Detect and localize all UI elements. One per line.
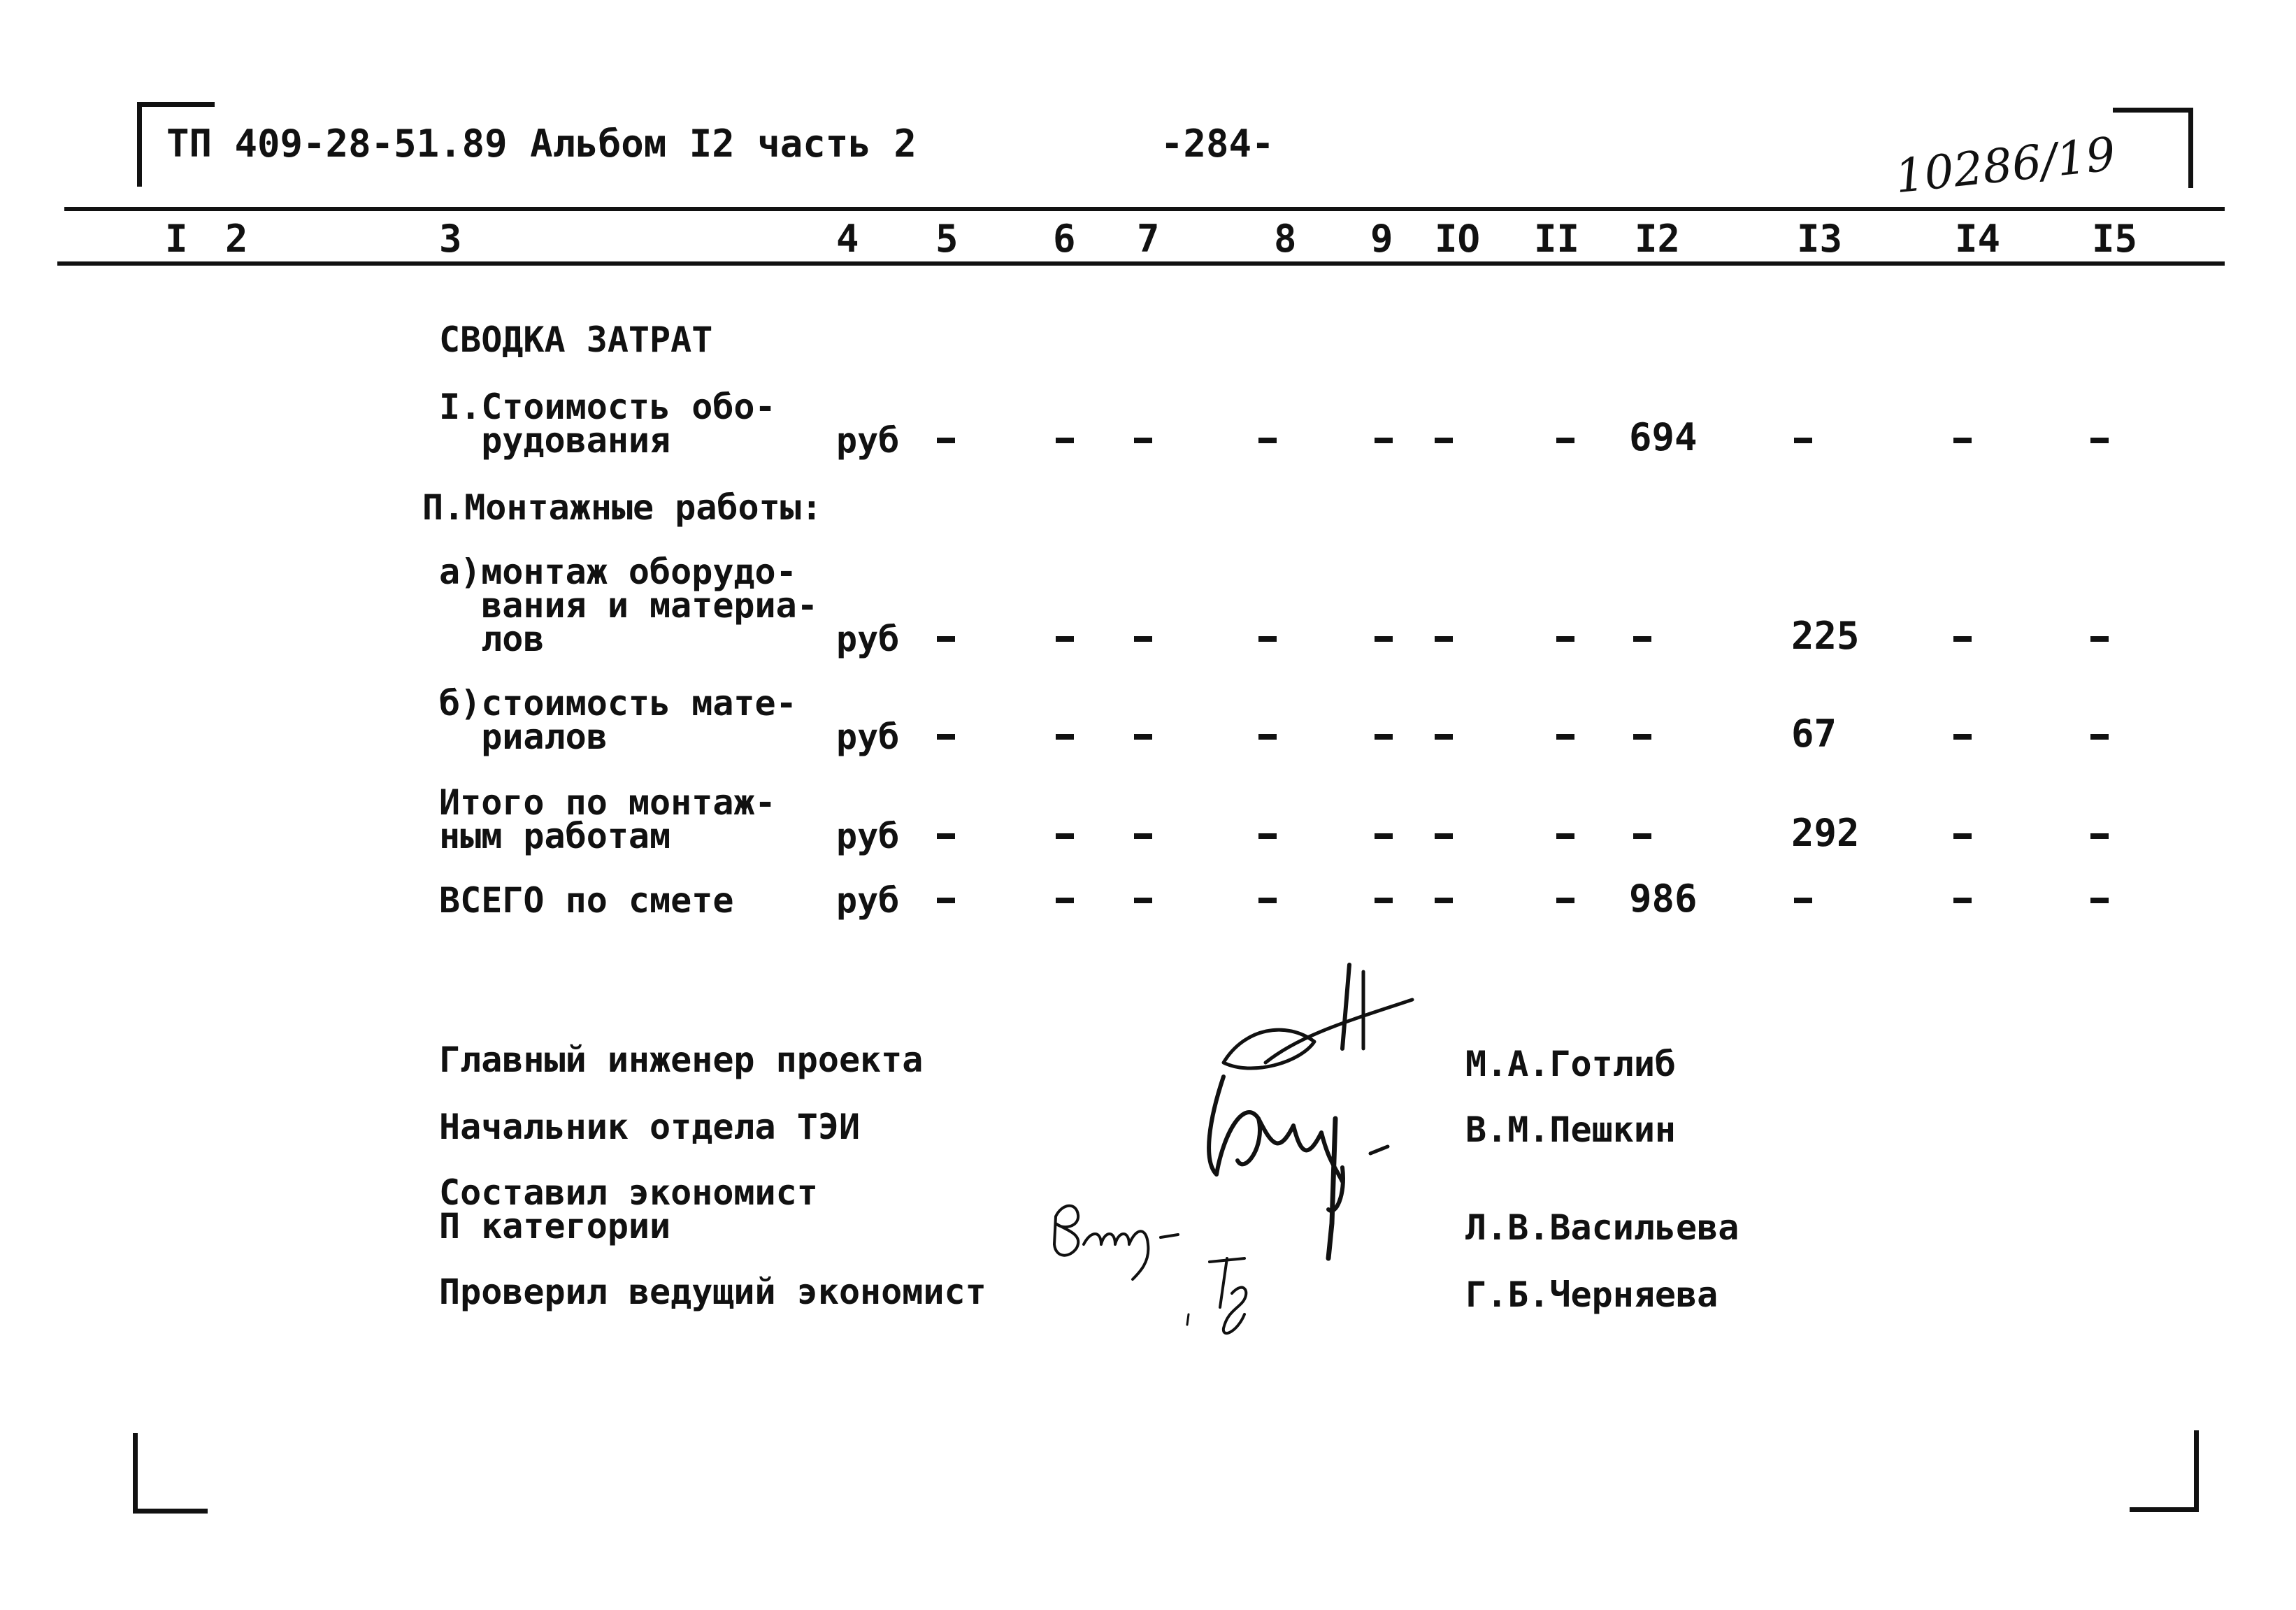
empty-cell-dash — [1134, 636, 1152, 642]
empty-cell-dash — [2090, 833, 2109, 839]
document-code: ТП 409-28-51.89 Альбом I2 часть 2 — [166, 122, 917, 166]
empty-cell-dash — [1435, 734, 1453, 740]
row-equipment-unit: руб — [836, 420, 900, 461]
row-installation-a-value: 225 — [1791, 614, 1860, 658]
row-total-unit: руб — [836, 880, 900, 921]
empty-cell-dash — [1258, 636, 1277, 642]
column-number-9: 9 — [1370, 217, 1393, 261]
handwritten-signatures — [1035, 951, 1496, 1370]
row-equipment-label-1: I.Стоимость обо- — [439, 387, 776, 427]
empty-cell-dash — [1056, 438, 1074, 443]
inventory-number: 10286/19 — [1892, 127, 2118, 204]
empty-cell-dash — [1375, 636, 1393, 642]
empty-cell-dash — [1435, 898, 1453, 903]
row-total-label: ВСЕГО по смете — [439, 880, 734, 921]
row-installation-heading: П.Монтажные работы: — [422, 487, 822, 528]
row-subtotal-label-2: ным работам — [439, 816, 671, 856]
empty-cell-dash — [1375, 734, 1393, 740]
empty-cell-dash — [1953, 833, 1972, 839]
empty-cell-dash — [937, 833, 955, 839]
column-number-3: 3 — [439, 217, 462, 261]
column-number-II: II — [1534, 217, 1580, 261]
column-number-I5: I5 — [2092, 217, 2138, 261]
empty-cell-dash — [1134, 734, 1152, 740]
signature-name-vasileva: Л.В.Васильева — [1465, 1207, 1739, 1248]
signature-name-gotlib: М.А.Готлиб — [1465, 1044, 1677, 1084]
empty-cell-dash — [1134, 833, 1152, 839]
empty-cell-dash — [1375, 833, 1393, 839]
empty-cell-dash — [1556, 734, 1574, 740]
empty-cell-dash — [1794, 898, 1812, 903]
empty-cell-dash — [1375, 438, 1393, 443]
signature-role-lead-economist: Проверил ведущий экономист — [439, 1272, 986, 1312]
column-number-4: 4 — [836, 217, 859, 261]
empty-cell-dash — [1435, 438, 1453, 443]
section-title: СВОДКА ЗАТРАТ — [439, 319, 713, 360]
corner-bracket-top-right — [2113, 108, 2193, 188]
row-materials-label-2: риалов — [439, 717, 608, 757]
signature-role-chief-engineer: Главный инженер проекта — [439, 1040, 924, 1080]
corner-bracket-bottom-left — [133, 1433, 208, 1514]
row-subtotal-value: 292 — [1791, 811, 1860, 855]
empty-cell-dash — [1056, 636, 1074, 642]
column-number-I: I — [165, 217, 188, 261]
empty-cell-dash — [1435, 833, 1453, 839]
empty-cell-dash — [1134, 898, 1152, 903]
empty-cell-dash — [1056, 898, 1074, 903]
column-number-I4: I4 — [1955, 217, 2001, 261]
empty-cell-dash — [1633, 636, 1651, 642]
empty-cell-dash — [1258, 898, 1277, 903]
empty-cell-dash — [937, 898, 955, 903]
column-number-6: 6 — [1053, 217, 1076, 261]
empty-cell-dash — [2090, 636, 2109, 642]
empty-cell-dash — [1056, 734, 1074, 740]
page-number: -284- — [1161, 122, 1275, 166]
row-subtotal-label-1: Итого по монтаж- — [439, 782, 776, 823]
empty-cell-dash — [1258, 833, 1277, 839]
empty-cell-dash — [1633, 734, 1651, 740]
empty-cell-dash — [1134, 438, 1152, 443]
signature-name-peshkin: В.М.Пешкин — [1465, 1109, 1677, 1150]
empty-cell-dash — [1556, 636, 1574, 642]
empty-cell-dash — [1556, 438, 1574, 443]
header-rule-top — [64, 207, 2225, 211]
empty-cell-dash — [1953, 898, 1972, 903]
row-total-value: 986 — [1629, 877, 1698, 921]
empty-cell-dash — [1258, 438, 1277, 443]
row-installation-a-label-2: вания и материа- — [439, 585, 818, 626]
empty-cell-dash — [1794, 438, 1812, 443]
empty-cell-dash — [1556, 898, 1574, 903]
column-number-8: 8 — [1274, 217, 1297, 261]
row-materials-label-1: б)стоимость мате- — [439, 683, 797, 724]
column-number-2: 2 — [225, 217, 248, 261]
row-equipment-value: 694 — [1629, 415, 1698, 459]
empty-cell-dash — [1953, 636, 1972, 642]
empty-cell-dash — [1633, 833, 1651, 839]
column-number-I2: I2 — [1635, 217, 1681, 261]
empty-cell-dash — [1953, 734, 1972, 740]
empty-cell-dash — [1556, 833, 1574, 839]
empty-cell-dash — [2090, 898, 2109, 903]
column-number-I3: I3 — [1797, 217, 1843, 261]
column-number-7: 7 — [1137, 217, 1160, 261]
column-number-IO: IO — [1435, 217, 1481, 261]
row-materials-value: 67 — [1791, 712, 1837, 756]
empty-cell-dash — [937, 636, 955, 642]
row-installation-a-label-1: а)монтаж оборудо- — [439, 552, 797, 592]
row-materials-unit: руб — [836, 717, 900, 757]
signature-role-economist-2: П категории — [439, 1206, 671, 1246]
empty-cell-dash — [1056, 833, 1074, 839]
signature-name-chernyaeva: Г.Б.Черняева — [1465, 1274, 1719, 1315]
row-installation-a-unit: руб — [836, 619, 900, 659]
empty-cell-dash — [937, 438, 955, 443]
signature-role-economist-1: Составил экономист — [439, 1172, 818, 1213]
empty-cell-dash — [1435, 636, 1453, 642]
empty-cell-dash — [937, 734, 955, 740]
empty-cell-dash — [1953, 438, 1972, 443]
header-rule-bottom — [57, 261, 2225, 266]
row-equipment-label-2: рудования — [439, 420, 671, 461]
empty-cell-dash — [1375, 898, 1393, 903]
signature-role-department-head: Начальник отдела ТЭИ — [439, 1107, 861, 1147]
corner-bracket-bottom-right — [2130, 1430, 2199, 1512]
empty-cell-dash — [1258, 734, 1277, 740]
column-number-5: 5 — [935, 217, 959, 261]
empty-cell-dash — [2090, 734, 2109, 740]
empty-cell-dash — [2090, 438, 2109, 443]
row-subtotal-unit: руб — [836, 816, 900, 856]
row-installation-a-label-3: лов — [439, 619, 545, 659]
